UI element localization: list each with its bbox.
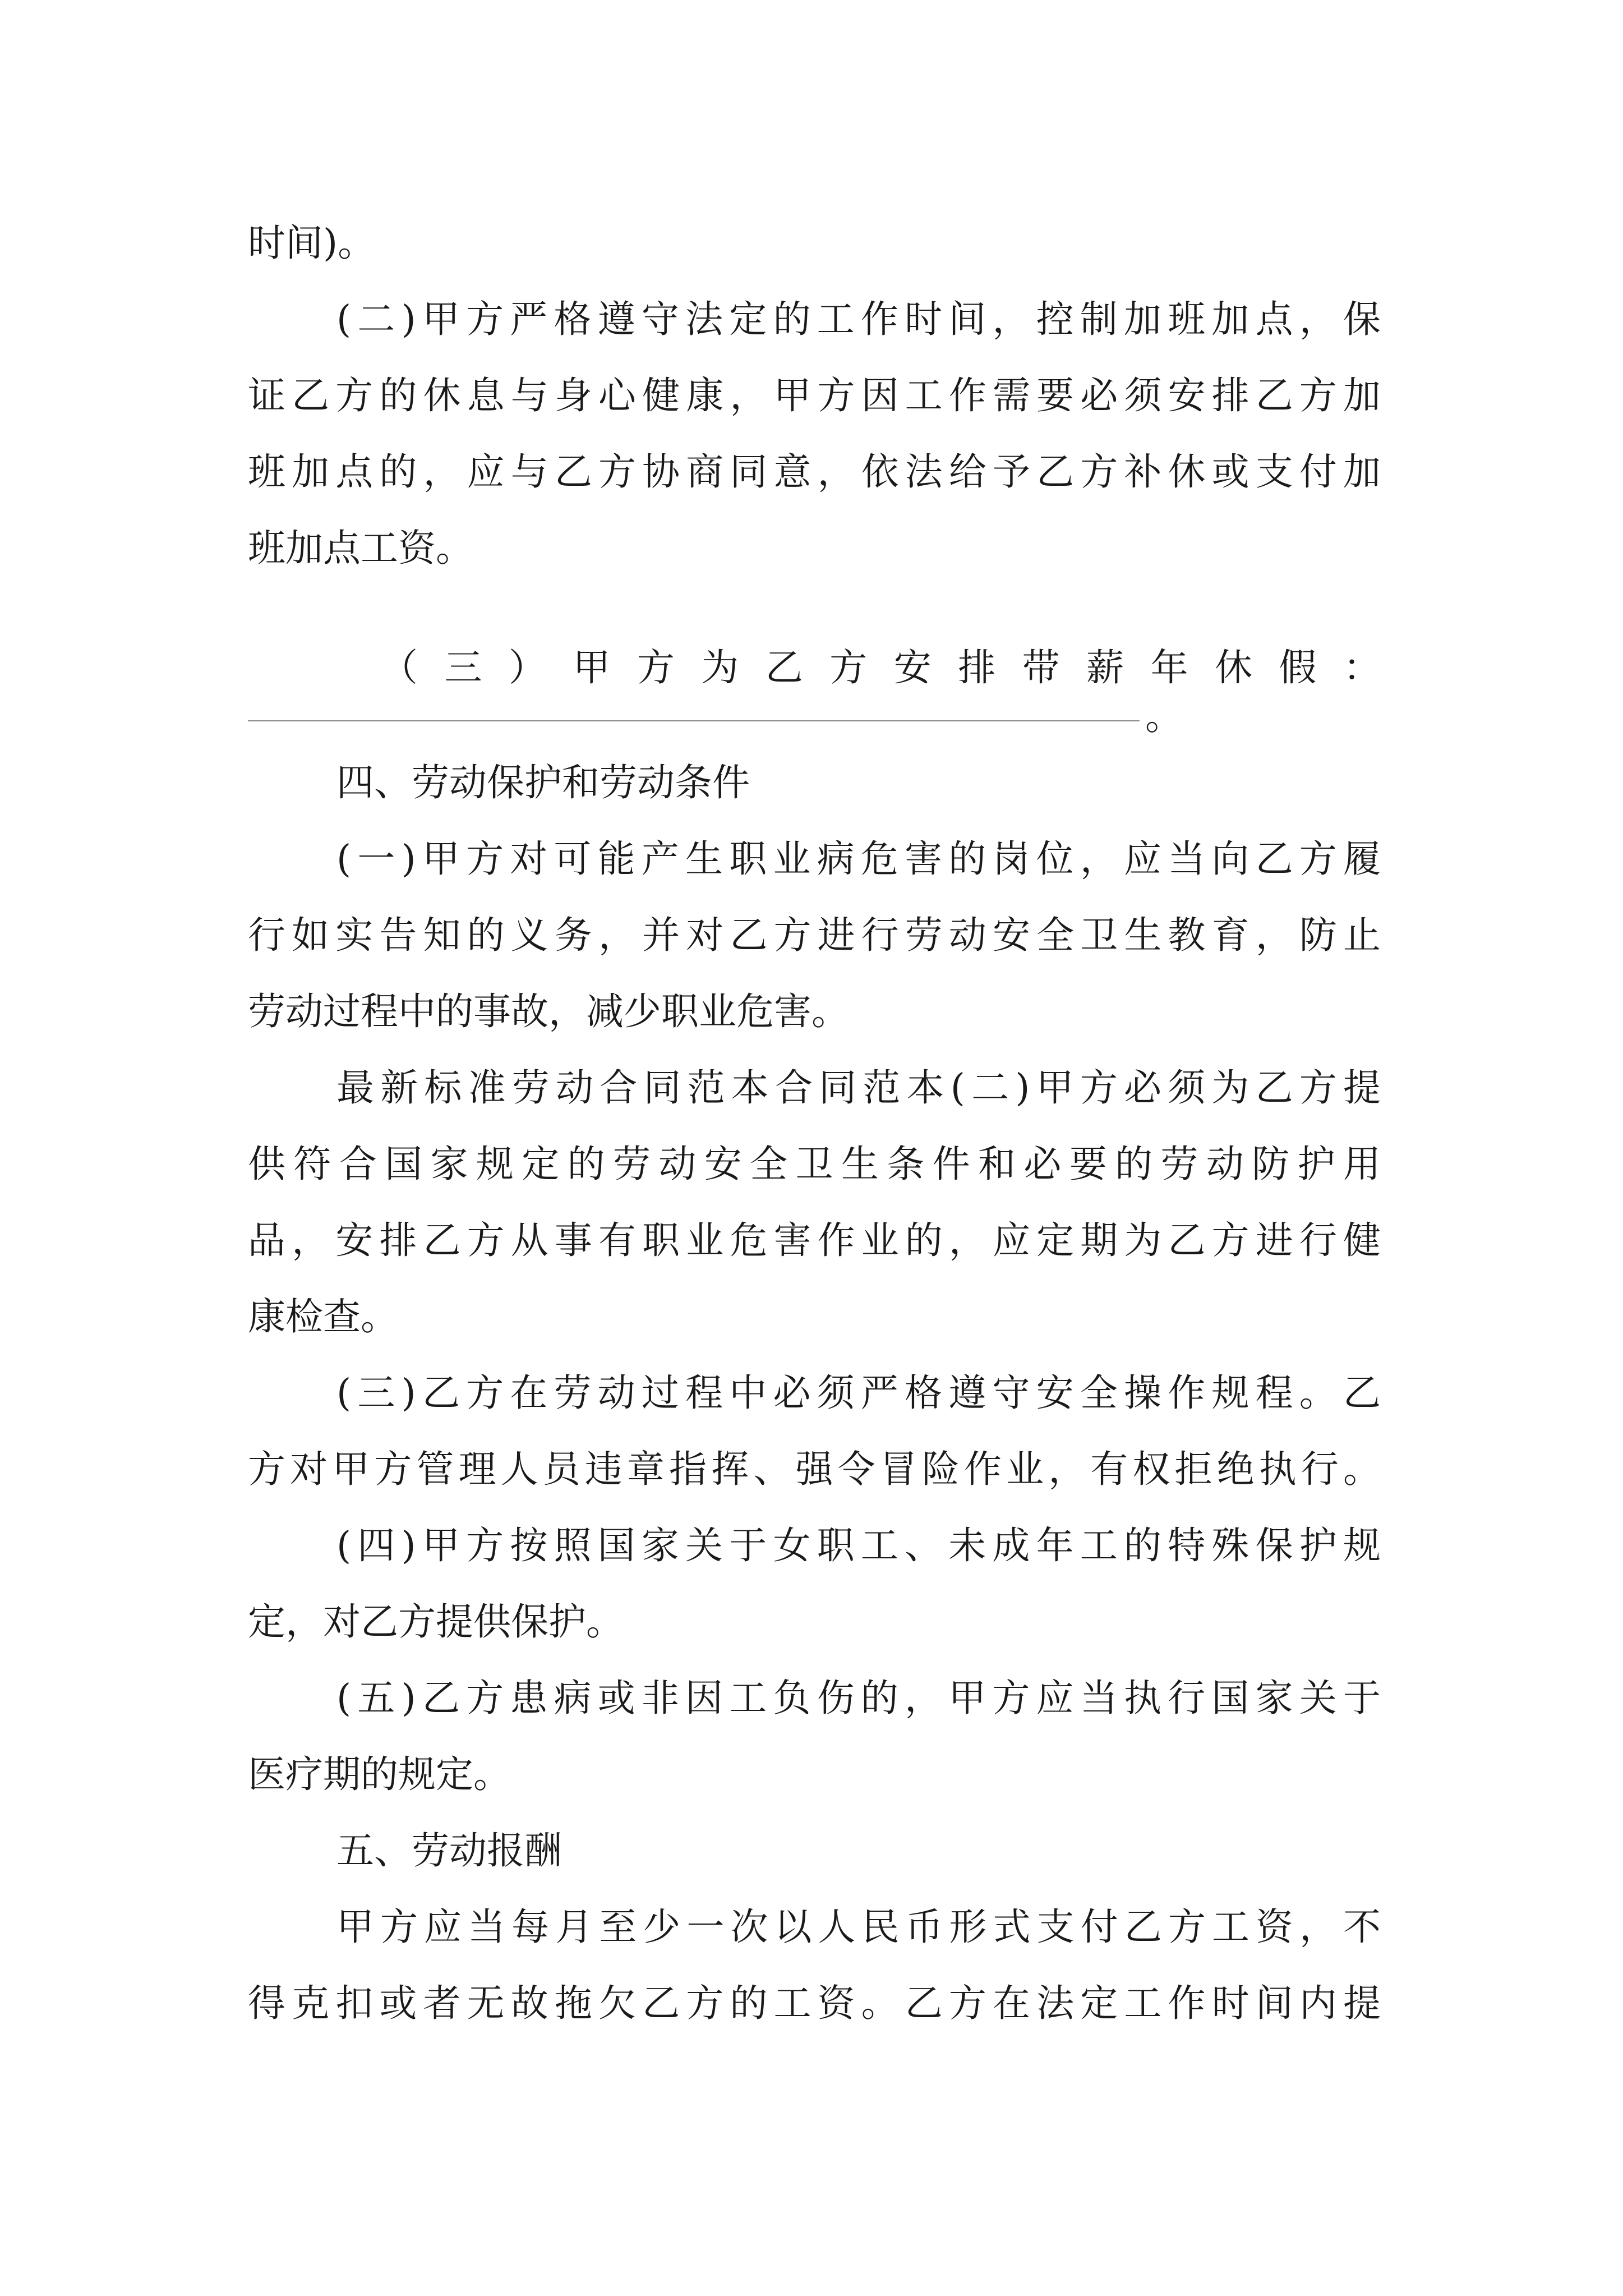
paragraph-line: 医疗期的规定。	[248, 1752, 511, 1796]
blank-end-punctuation: 。	[1145, 694, 1183, 738]
paragraph-line: 方对甲方管理人员违章指挥、强令冒险作业，有权拒绝执行。	[248, 1447, 1381, 1491]
paragraph-line: 班加点的，应与乙方协商同意，依法给予乙方补休或支付加	[248, 450, 1381, 494]
paragraph-line: 证乙方的休息与身心健康，甲方因工作需要必须安排乙方加	[248, 374, 1381, 417]
paragraph-line: 甲方应当每月至少一次以人民币形式支付乙方工资，不	[336, 1905, 1381, 1949]
paragraph-line: 定，对乙方提供保护。	[248, 1600, 624, 1644]
paragraph-line: (五)乙方患病或非因工负伤的，甲方应当执行国家关于	[336, 1676, 1381, 1720]
paid-leave-clause: （三）甲方为乙方安排带薪年休假：	[380, 646, 1381, 689]
paragraph-line: 康检查。	[248, 1295, 398, 1338]
paragraph-line: 时间)。	[248, 221, 376, 265]
paragraph-line: (四)甲方按照国家关于女职工、未成年工的特殊保护规	[336, 1524, 1381, 1567]
section-heading: 四、劳动保护和劳动条件	[336, 761, 750, 804]
paragraph-line: 最新标准劳动合同范本合同范本(二)甲方必须为乙方提	[336, 1066, 1381, 1110]
paragraph-line: 供符合国家规定的劳动安全卫生条件和必要的劳动防护用	[248, 1142, 1381, 1186]
fill-in-blank	[248, 685, 1201, 747]
paragraph-line: 品，安排乙方从事有职业危害作业的，应定期为乙方进行健	[248, 1218, 1381, 1262]
paragraph-line: 行如实告知的义务，并对乙方进行劳动安全卫生教育，防止	[248, 913, 1381, 957]
paragraph-line: (一)甲方对可能产生职业病危害的岗位，应当向乙方履	[336, 837, 1381, 881]
paragraph-line: (三)乙方在劳动过程中必须严格遵守安全操作规程。乙	[336, 1371, 1381, 1415]
paragraph-line: 劳动过程中的事故，减少职业危害。	[248, 990, 849, 1033]
paragraph-line: (二)甲方严格遵守法定的工作时间，控制加班加点，保	[336, 297, 1381, 341]
blank-underline	[248, 720, 1140, 721]
section-heading: 五、劳动报酬	[336, 1829, 562, 1872]
paragraph-line: 班加点工资。	[248, 526, 473, 570]
paragraph-line: 得克扣或者无故拖欠乙方的工资。乙方在法定工作时间内提	[248, 1981, 1381, 2025]
